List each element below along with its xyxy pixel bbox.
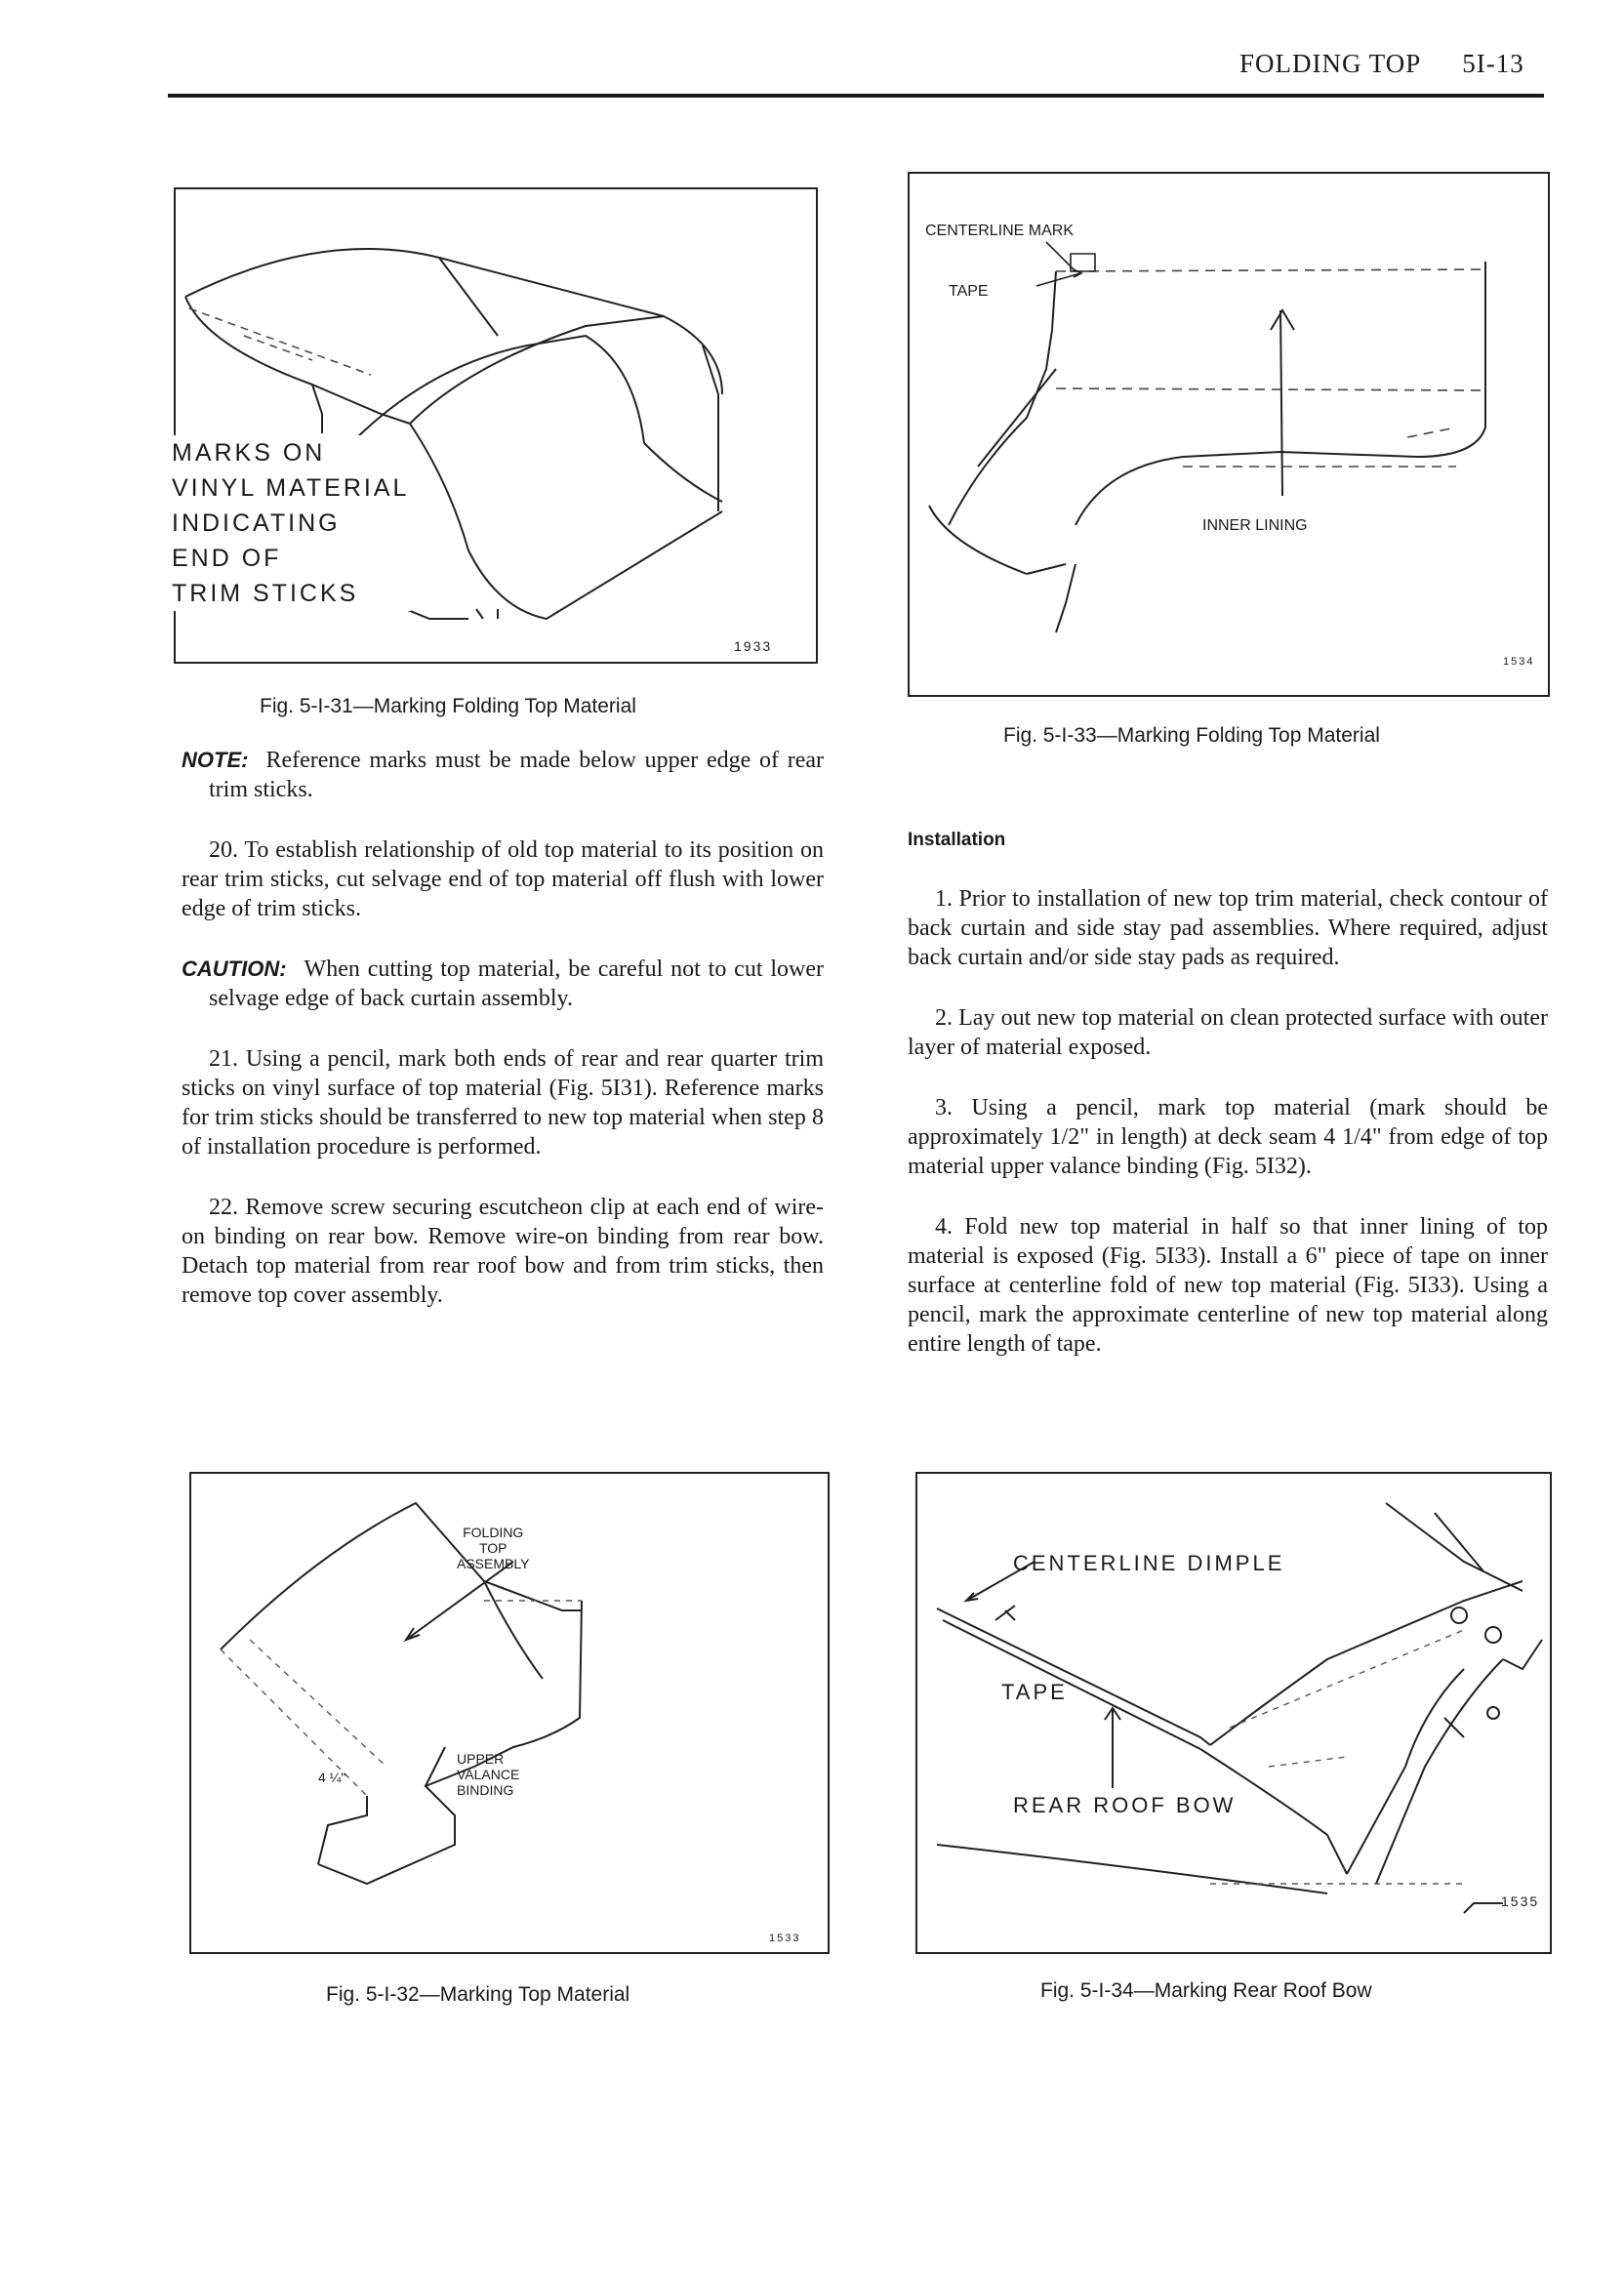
centerline-dimple-label: CENTERLINE DIMPLE: [1013, 1551, 1285, 1575]
figure-number: 1933: [734, 638, 773, 654]
figure-5-1-32: [189, 1472, 830, 1954]
folded-material-illustration: [910, 174, 1548, 695]
figure-5-1-34: [915, 1472, 1552, 1954]
tape-label: TAPE: [949, 283, 989, 300]
left-column: [182, 746, 824, 1341]
callout-line-1: MARKS ON: [172, 439, 326, 467]
upper-line-2: VALANCE: [457, 1767, 520, 1782]
folding-top-assembly-label: [457, 1525, 529, 1571]
header-rule: [168, 94, 1544, 98]
centerline-mark-label: CENTERLINE MARK: [925, 223, 1075, 239]
dimension-label: 4 ¼": [318, 1770, 346, 1785]
figure-caption-34: Fig. 5-I-34—Marking Rear Roof Bow: [1040, 1979, 1372, 2002]
install-step-4: 4. Fold new top material in half so that inner lining of top material is exposed (Fig. 5I33). Install a 6" piece of tape on inner surface at centerline fold of new top material (Fig. 5I33). Using a pencil, mark the approximate centerline of new top material along entire length of tape.: [908, 1214, 1548, 1357]
install-step-1: 1. Prior to installation of new top trim material, check contour of back curtain and side stay pad assemblies. Where required, adjust back curtain and/or side stay pads as required.: [908, 886, 1548, 970]
installation-heading: Installation: [908, 830, 1006, 850]
folding-line-3: ASSEMBLY: [457, 1556, 530, 1571]
install-step-2: 2. Lay out new top material on clean protected surface with outer layer of material exposed.: [908, 1005, 1548, 1060]
upper-line-1: UPPER: [457, 1751, 505, 1767]
rear-roof-bow-label: REAR ROOF BOW: [1013, 1788, 1236, 1823]
section-title: FOLDING TOP: [1239, 49, 1422, 78]
tape-label: TAPE: [1001, 1680, 1068, 1704]
figure-5-1-31: [174, 187, 818, 664]
figure-number: 1534: [1503, 656, 1535, 668]
caution-text: When cutting top material, be careful not to cut lower selvage edge of back curtain assembly.: [209, 957, 824, 1011]
caution-keyword: CAUTION:: [182, 957, 287, 981]
figure-number: 1535: [1501, 1893, 1540, 1909]
page-header: [1239, 49, 1524, 79]
figure-caption-31: Fig. 5-I-31—Marking Folding Top Material: [260, 695, 636, 717]
callout-line-5: TRIM STICKS: [172, 580, 359, 607]
note-keyword: NOTE:: [182, 748, 249, 772]
inner-lining-label: INNER LINING: [1202, 517, 1308, 534]
caution-paragraph: [182, 955, 824, 1013]
figure-5-1-33: [908, 172, 1550, 697]
note-text: Reference marks must be made below upper edge of rear trim sticks.: [209, 748, 824, 802]
callout-line-2: VINYL MATERIAL: [172, 474, 410, 502]
folding-line-1: FOLDING: [463, 1525, 524, 1540]
note-paragraph: [182, 746, 824, 804]
figure-caption-32: Fig. 5-I-32—Marking Top Material: [326, 1983, 630, 2006]
step-22: 22. Remove screw securing escutcheon clip at each end of wire-on binding on rear bow. Remove wire-on binding from rear bow. Detach top material from rear roof bow and from trim sticks, then remove top cover assembly.: [182, 1195, 824, 1308]
folding-line-2: TOP: [478, 1540, 508, 1556]
figure-caption-33: Fig. 5-I-33—Marking Folding Top Material: [1003, 724, 1380, 747]
page-number: 5I-13: [1462, 49, 1524, 78]
step-20: 20. To establish relationship of old top material to its position on rear trim sticks, cut selvage end of top material off flush with lower edge of trim sticks.: [182, 837, 824, 921]
upper-line-3: BINDING: [457, 1782, 514, 1798]
figure-number: 1533: [769, 1933, 801, 1944]
step-21: 21. Using a pencil, mark both ends of rear and rear quarter trim sticks on vinyl surface of top material (Fig. 5I31). Reference marks for trim sticks should be transferred to new top material when step 8 of installation procedure is performed.: [182, 1046, 824, 1160]
right-column: [908, 826, 1548, 1390]
callout-line-3: INDICATING: [172, 509, 341, 537]
callout-line-4: END OF: [172, 545, 282, 572]
install-step-3: 3. Using a pencil, mark top material (mark should be approximately 1/2" in length) at deck seam 4 1/4" from edge of top material upper valance binding (Fig. 5I32).: [908, 1095, 1548, 1179]
marks-callout: [170, 435, 411, 611]
upper-valance-binding-label: [457, 1751, 519, 1798]
